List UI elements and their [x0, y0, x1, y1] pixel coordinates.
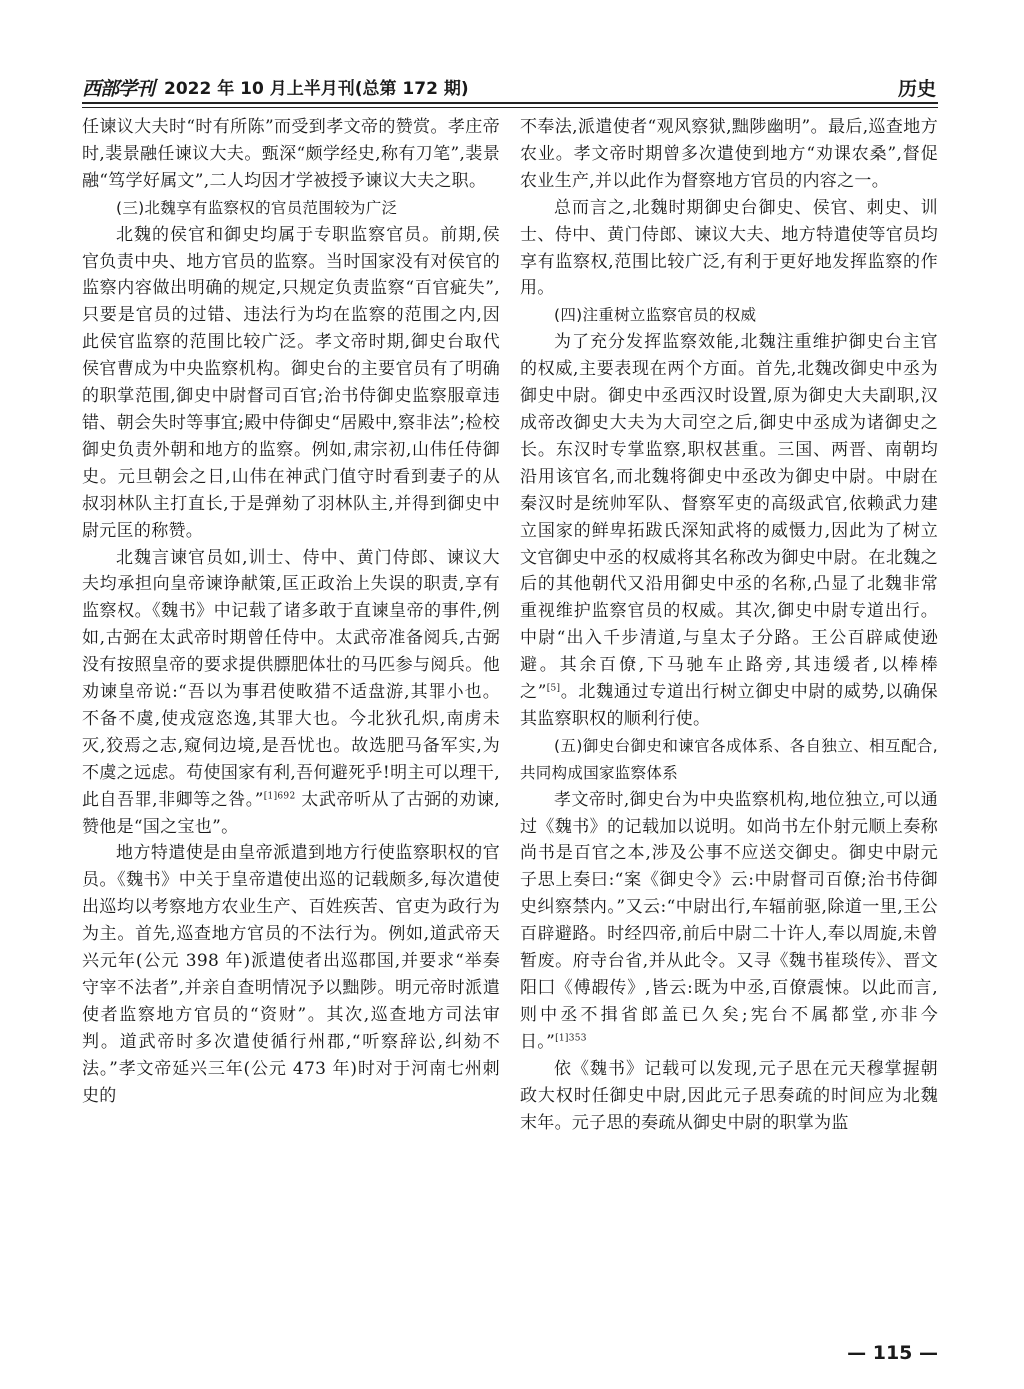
- paragraph-text: 北魏言谏官员如,训士、侍中、黄门侍郎、谏议大夫均承担向皇帝谏诤献策,匡正政治上失误的职责,享有监察权。《魏书》中记载了诸多敢于直谏皇帝的事件,例如,古弼在太武帝时期曾任侍中。太武帝准备阅兵,古弼没有按照皇帝的要求提供膘肥体壮的马匹参与阅兵。他劝谏皇帝说:“吾以为事君使畋猎不适盘游,其罪小也。不备不虞,使戎寇恣逸,其罪大也。今北狄孔炽,南虏未灭,狡焉之志,窥伺边境,是吾忧也。故选肥马备军实,为不虞之远虑。苟使国家有利,吾何避死乎!明主可以理干,此自吾罪,非卿等之咎。”: [82, 547, 500, 810]
- citation: [5]: [546, 683, 561, 694]
- subsection-heading: (五)御史台御史和谏官各成体系、各自独立、相互配合,共同构成国家监察体系: [520, 736, 938, 782]
- running-header: [82, 66, 938, 100]
- paragraph: [82, 545, 500, 841]
- subsection-heading: (四)注重树立监察官员的权威: [554, 306, 757, 325]
- subsection-heading: (三)北魏享有监察权的官员范围较为广泛: [116, 198, 398, 217]
- header-rule-thin: [82, 107, 938, 108]
- section-name: 历史: [897, 78, 936, 100]
- paragraph: 地方特遣使是由皇帝派遣到地方行使监察职权的官员。《魏书》中关于皇帝遣使出巡的记载颇多,每次遣使出巡均以考察地方农业生产、百姓疾苦、官吏为政行为为主。首先,巡查地方官员的不法行为。例如,道武帝天兴元年(公元 398 年)派遣使者出巡郡国,并要求“举奏守宰不法者”,并亲自查明情况予以黜陟。明元帝时派遣使者监察地方官员的“资财”。其次,巡查地方司法审判。道武帝时多次遣使循行州郡,“听察辞讼,纠劾不法。”孝文帝延兴三年(公元 473 年)时对于河南七州刺史的: [82, 843, 500, 1106]
- header-rule: [82, 102, 938, 104]
- paragraph: 北魏的侯官和御史均属于专职监察官员。前期,侯官负责中央、地方官员的监察。当时国家没有对侯官的监察内容做出明确的规定,只规定负责监察“百官疵失”,只要是官员的过错、违法行为均在监察的范围之内,因此侯官监察的范围比较广泛。孝文帝时期,御史台取代侯官曹成为中央监察机构。御史台的主要官员有了明确的职掌范围,御史中尉督司百官;治书侍御史监察服章违错、朝会失时等事宜;殿中侍御史“居殿中,察非法”;检校御史负责外朝和地方的监察。例如,肃宗初,山伟任侍御史。元旦朝会之日,山伟在神武门值守时看到妻子的从叔羽林队主打直长,于是弹劾了羽林队主,并得到御史中尉元匡的称赞。: [82, 224, 500, 541]
- paragraph: 不奉法,派遣使者“观风察狱,黜陟幽明”。最后,巡查地方农业。孝文帝时期曾多次遣使到地方“劝课农桑”,督促农业生产,并以此作为督察地方官员的内容之一。: [520, 117, 938, 191]
- right-column: [520, 114, 938, 1136]
- citation: [1]353: [555, 1033, 587, 1044]
- left-column: [82, 114, 500, 1110]
- paragraph: [520, 787, 938, 1056]
- paragraph: [520, 329, 938, 733]
- issue-info: 2022 年 10 月上半月刊(总第 172 期): [164, 79, 469, 99]
- page-number: — 115 —: [847, 1342, 938, 1364]
- journal-logo: 西部学刊: [82, 78, 155, 100]
- paragraph: 任谏议大夫时“时有所陈”而受到孝文帝的赞赏。孝庄帝时,裴景融任谏议大夫。甄深“颇学经史,称有刀笔”,裴景融“笃学好属文”,二人均因才学被授予谏议大夫之职。: [82, 117, 500, 191]
- paragraph-text: 为了充分发挥监察效能,北魏注重维护御史台主官的权威,主要表现在两个方面。首先,北魏改御史中丞为御史中尉。御史中丞西汉时设置,原为御史大夫副职,汉成帝改御史大夫为大司空之后,御史中丞成为诸御史之长。东汉时专掌监察,职权甚重。三国、两晋、南朝均沿用该官名,而北魏将御史中丞改为御史中尉。中尉在秦汉时是统帅军队、督察军吏的高级武官,依赖武力建立国家的鲜卑拓跋氏深知武将的威慑力,因此为了树立文官御史中丞的权威将其名称改为御史中尉。在北魏之后的其他朝代又沿用御史中丞的名称,凸显了北魏非常重视维护监察官员的权威。其次,御史中尉专道出行。中尉“出入千步清道,与皇太子分路。王公百辟咸使逊避。其余百僚,下马驰车止路旁,其违缓者,以棒棒之”: [520, 332, 938, 703]
- paragraph-text: 太武帝听从了古弼的劝谏,赞他是“国之宝也”。: [82, 789, 500, 837]
- citation: [1]692: [263, 791, 296, 801]
- paragraph: 依《魏书》记载可以发现,元子思在元天穆掌握朝政大权时任御史中尉,因此元子思奏疏的时间应为北魏末年。元子思的奏疏从御史中尉的职掌为监: [520, 1058, 938, 1133]
- paragraph-text: 孝文帝时,御史台为中央监察机构,地位独立,可以通过《魏书》的记载加以说明。如尚书左仆射元顺上奏称尚书是百官之本,涉及公事不应送交御史。御史中尉元子思上奏曰:“案《御史令》云:中尉督司百僚;治书侍御史纠察禁内。”又云:“中尉出行,车辐前驱,除道一里,王公百辟避路。时经四帝,前后中尉二十许人,奉以周旋,未曾暂废。府寺台省,并从此令。又寻《魏书崔琰传》、晋文阳囗《傅嘏传》,皆云:既为中丞,百僚震悚。以此而言,则中丞不揖省郎盖已久矣;宪台不属都堂,亦非今日。”: [520, 789, 938, 1052]
- paragraph: 总而言之,北魏时期御史台御史、侯官、刺史、训士、侍中、黄门侍郎、谏议大夫、地方特遣使等官员均享有监察权,范围比较广泛,有利于更好地发挥监察的作用。: [520, 197, 938, 299]
- paragraph-text: 。北魏通过专道出行树立御史中尉的威势,以确保其监察职权的顺利行使。: [520, 682, 938, 729]
